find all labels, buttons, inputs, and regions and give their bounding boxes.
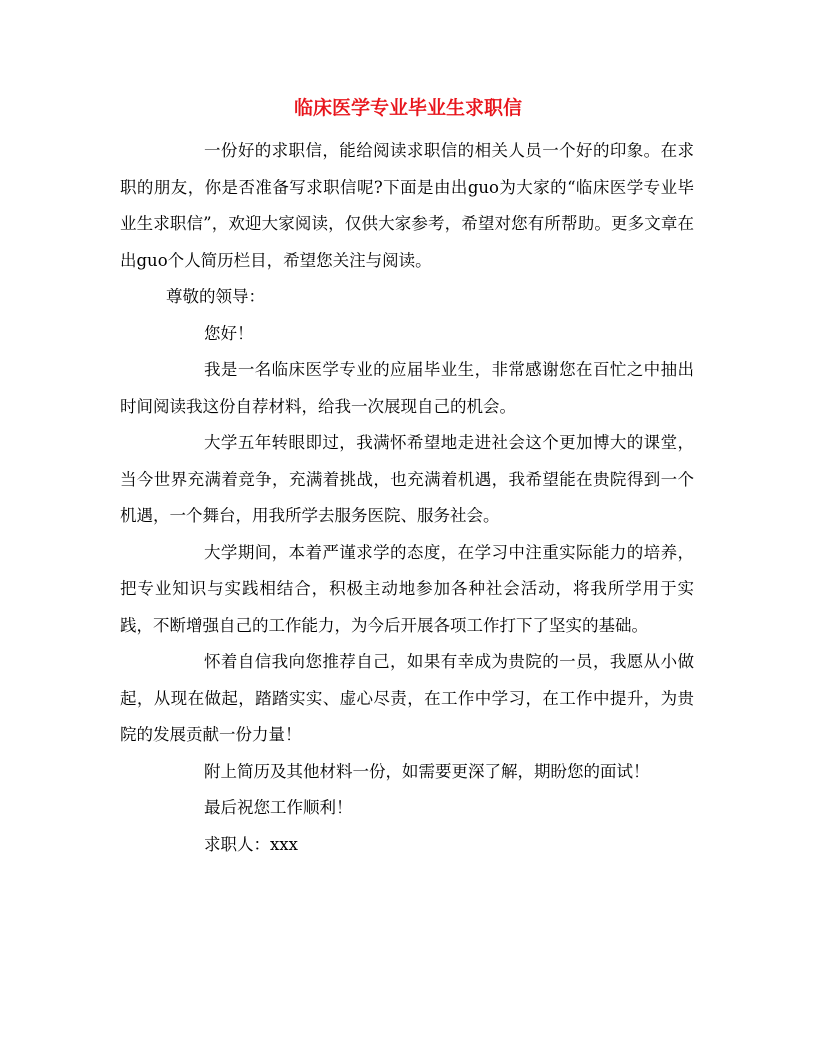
closing-line: 最后祝您工作顺利！	[204, 798, 353, 817]
salutation-line: 尊敬的领导：	[166, 287, 265, 306]
document-title: 临床医学专业毕业生求职信	[293, 97, 522, 119]
body-paragraph: 怀着自信我向您推荐自己，如果有幸成为贵院的一员，我愿从小做起，从现在做起，踏踏实实、虚心尽责，在工作中学习，在工作中提升，为贵院的发展贡献一份力量！	[120, 652, 694, 744]
document-body	[120, 133, 694, 863]
intro-paragraph: 一份好的求职信，能给阅读求职信的相关人员一个好的印象。在求职的朋友，你是否准备写求职信呢?下面是由出guo为大家的“临床医学专业毕业生求职信”，欢迎大家阅读，仅供大家参考，希望对您有所帮助。更多文章在出guo个人简历栏目，希望您关注与阅读。	[120, 141, 694, 270]
body-paragraph: 大学期间，本着严谨求学的态度，在学习中注重实际能力的培养，把专业知识与实践相结合，积极主动地参加各种社会活动，将我所学用于实践，不断增强自己的工作能力，为今后开展各项工作打下了坚实的基础。	[120, 542, 694, 635]
signature-line: 求职人：xxx	[204, 834, 298, 854]
body-paragraph: 大学五年转眼即过，我满怀希望地走进社会这个更加博大的课堂，当今世界充满着竞争，充满着挑战，也充满着机遇，我希望能在贵院得到一个机遇，一个舞台，用我所学去服务医院、服务社会。	[120, 433, 694, 525]
body-paragraph: 我是一名临床医学专业的应届毕业生，非常感谢您在百忙之中抽出时间阅读我这份自荐材料，给我一次展现自己的机会。	[120, 360, 694, 416]
greeting-line: 您好！	[204, 323, 254, 343]
body-paragraph: 附上简历及其他材料一份，如需要更深了解，期盼您的面试！	[204, 761, 650, 781]
